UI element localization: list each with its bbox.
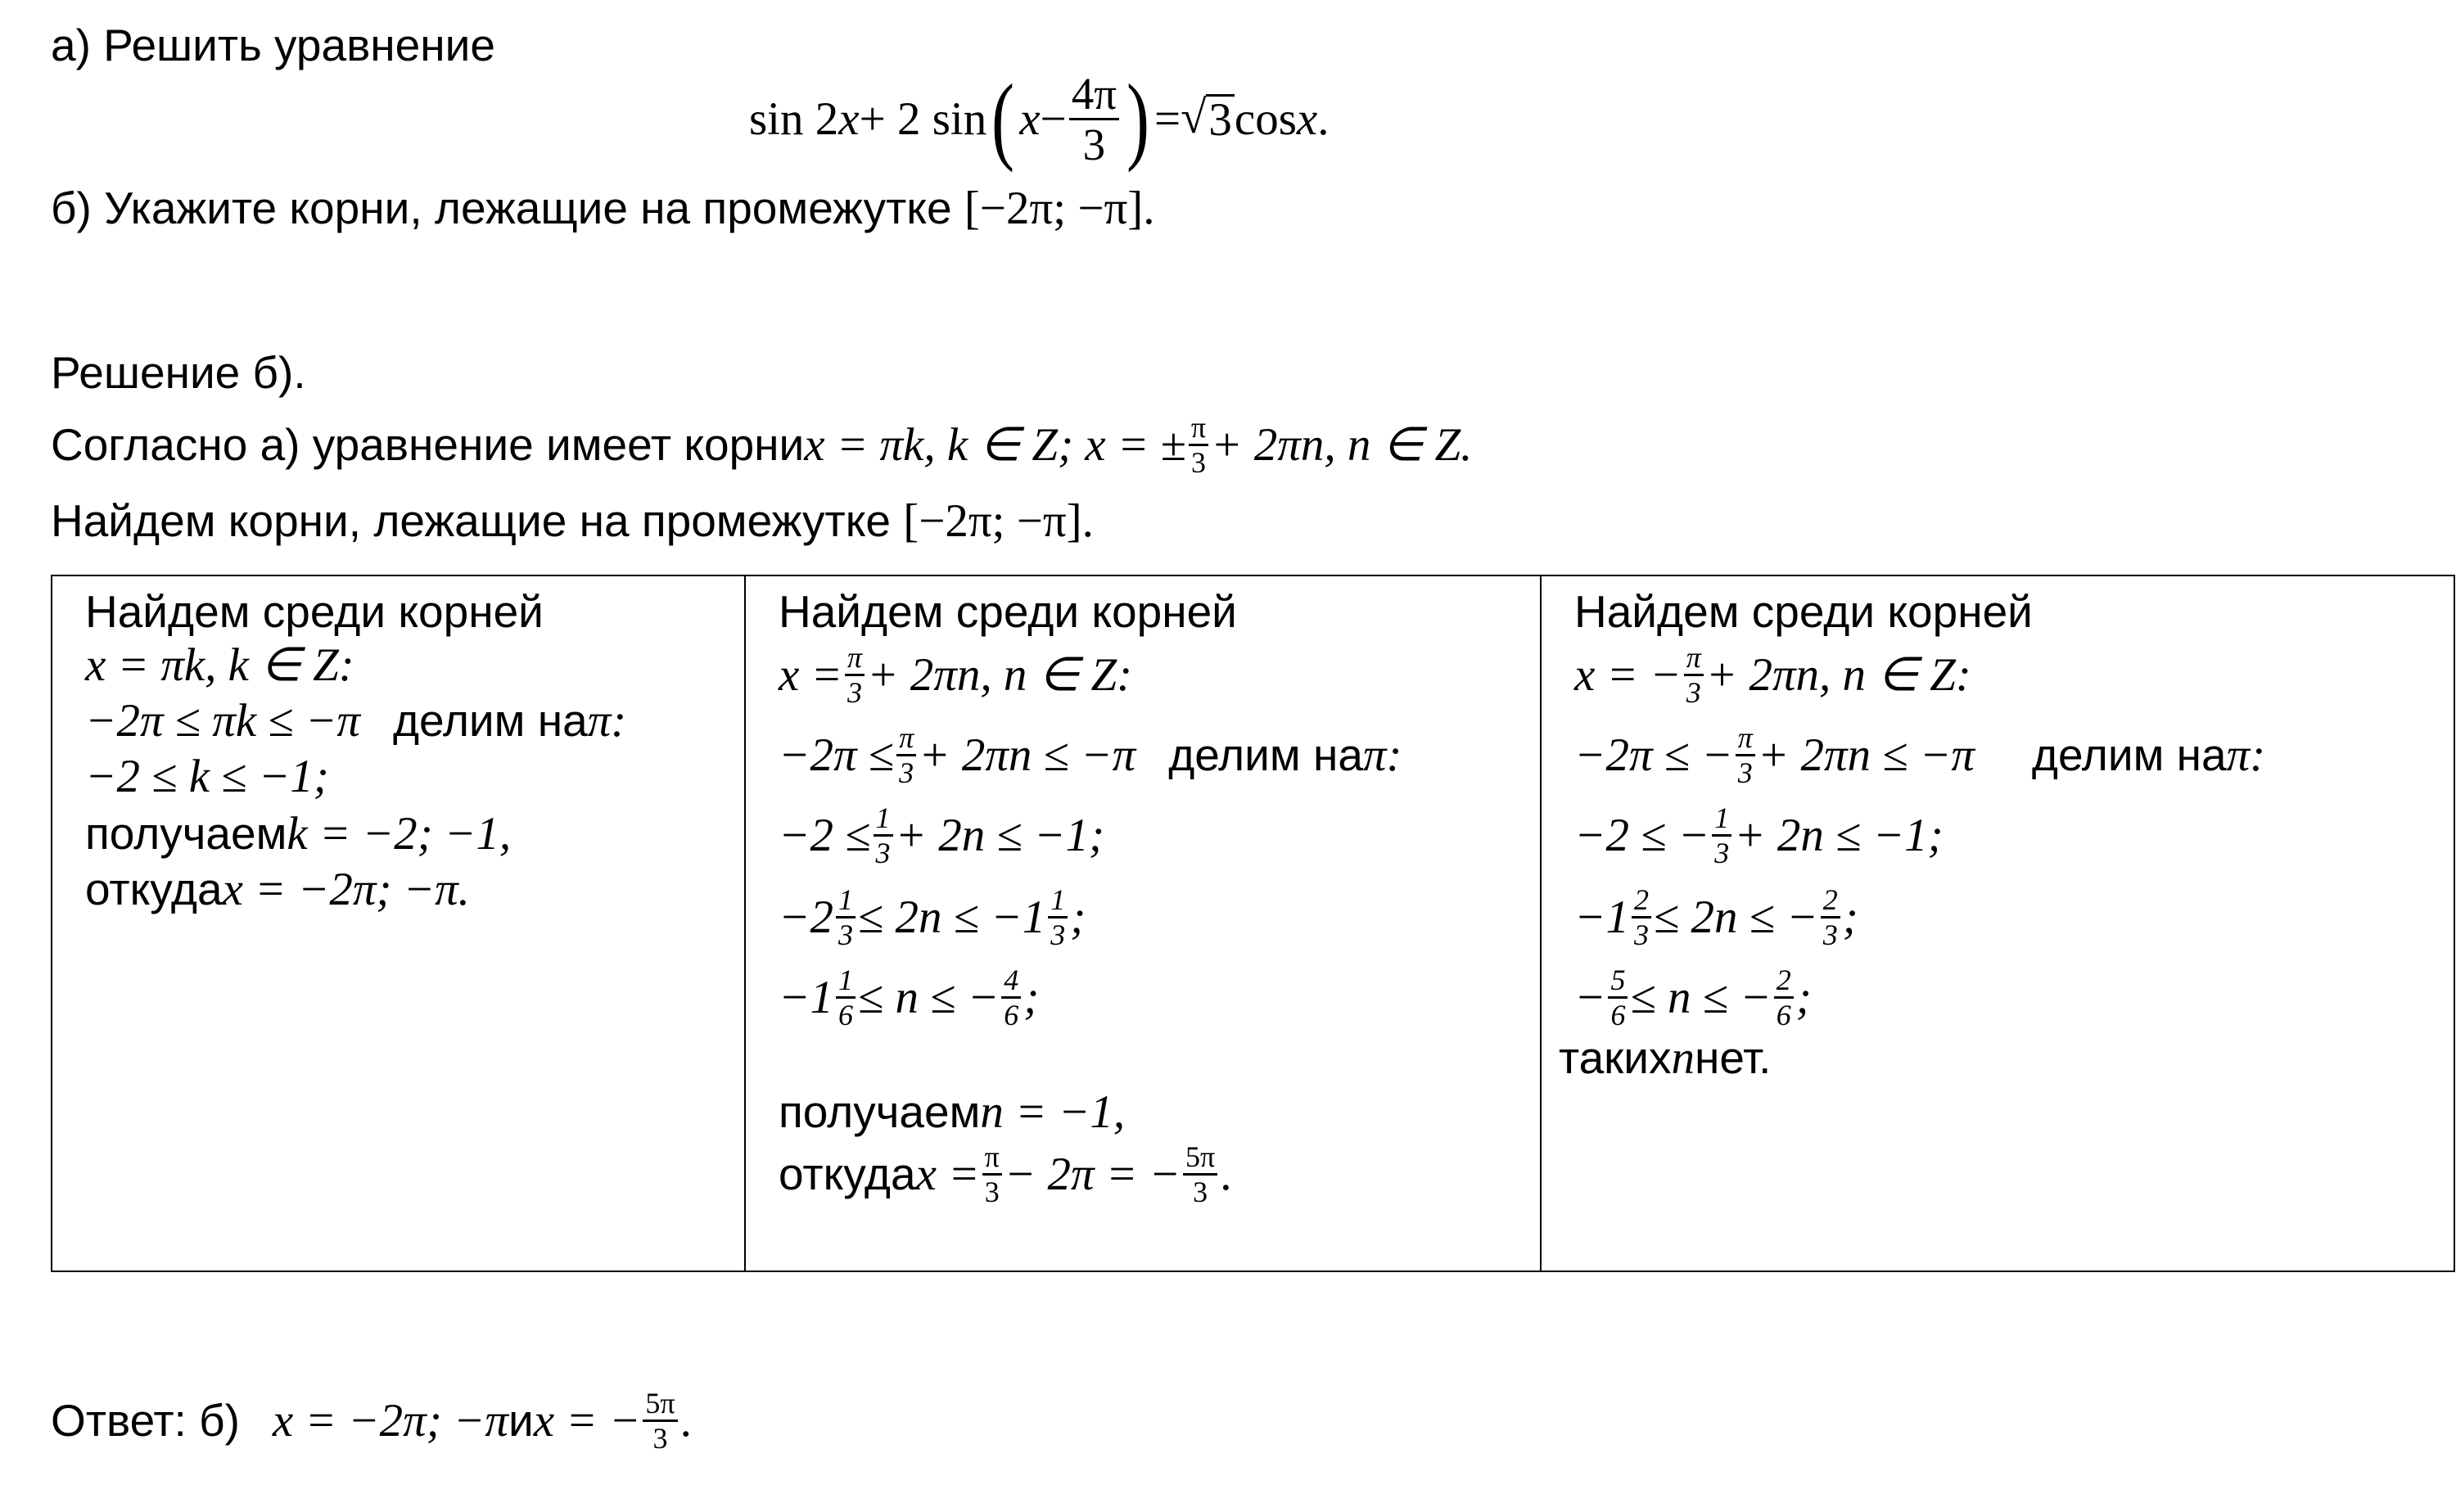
col1-heading: Найдем среди корней: [85, 586, 544, 637]
solution-title: Решение б).: [51, 347, 306, 398]
solution-table: [51, 575, 2455, 1272]
main-equation: sin 2 x + 2 sin ( x − $\frac{4\pi}{3}$ ) = √ 3 cos x .: [749, 64, 1330, 173]
roots-line: Согласно а) уравнение имеет корни x = πk, k ∈ Z; x = ± $\frac{\pi}{3}$ + 2πn, n ∈ Z.: [51, 410, 1473, 479]
col2-line7: откуда x = $\frac{\pi}{3}$ − 2π = − $\frac{5\pi}{3}$ .: [779, 1140, 1232, 1208]
fraction-4pi-3: $\frac{4\pi}{3}$: [1069, 71, 1119, 167]
table-divider-2: [1540, 576, 1542, 1271]
col1-line2: −2π ≤ πk ≤ −π делим на π:: [85, 695, 627, 747]
col3-line2: −2π ≤ − $\frac{\pi}{3}$ + 2πn ≤ −π делим на π:: [1574, 720, 2266, 789]
col1-line1: x = πk, k ∈ Z:: [85, 639, 354, 691]
col2-line6: получаем n = −1,: [779, 1086, 1126, 1138]
col3-line3: −2 ≤ − $\frac{1}{3}$ + 2n ≤ −1;: [1574, 801, 1944, 869]
col2-line5: −1 $\frac{1}{6}$ ≤ n ≤ − $\frac{4}{6}$ ;: [779, 963, 1040, 1031]
col2-line4: −2 $\frac{1}{3}$ ≤ 2n ≤ −1 $\frac{1}{3}$ ;: [779, 882, 1086, 951]
col3-line5: − $\frac{5}{6}$ ≤ n ≤ − $\frac{2}{6}$ ;: [1574, 963, 1812, 1031]
eq-lhs: sin 2: [749, 93, 839, 145]
part-b-line: б) Укажите корни, лежащие на промежутке [−2π; −π].: [51, 183, 1155, 234]
part-a-label: а) Решить уравнение: [51, 20, 495, 70]
col3-line1: x = − $\frac{\pi}{3}$ + 2πn, n ∈ Z:: [1574, 640, 1971, 709]
col1-line4: получаем k = −2; −1,: [85, 808, 512, 860]
answer-line: Ответ: б) x = −2π; −π и x = − $\frac{5\pi}{3}$ .: [51, 1386, 692, 1455]
find-roots-line: Найдем корни, лежащие на промежутке [−2π; −π].: [51, 495, 1094, 547]
col3-line4: −1 $\frac{2}{3}$ ≤ 2n ≤ − $\frac{2}{3}$ ;: [1574, 882, 1858, 951]
col2-line2: −2π ≤ $\frac{\pi}{3}$ + 2πn ≤ −π делим на π:: [779, 720, 1402, 789]
col2-line1: x = $\frac{\pi}{3}$ + 2πn, n ∈ Z:: [779, 640, 1133, 709]
sqrt-3: √ 3: [1181, 94, 1235, 143]
col1-line5: откуда x = −2π; −π.: [85, 864, 470, 915]
col3-heading: Найдем среди корней: [1574, 586, 2033, 637]
col2-line3: −2 ≤ $\frac{1}{3}$ + 2n ≤ −1;: [779, 801, 1104, 869]
col3-line6: таких n нет.: [1559, 1032, 1772, 1084]
left-paren: (: [991, 64, 1015, 173]
col2-heading: Найдем среди корней: [779, 586, 1237, 637]
table-divider-1: [744, 576, 746, 1271]
col1-line3: −2 ≤ k ≤ −1;: [85, 751, 329, 802]
right-paren: ): [1126, 64, 1149, 173]
